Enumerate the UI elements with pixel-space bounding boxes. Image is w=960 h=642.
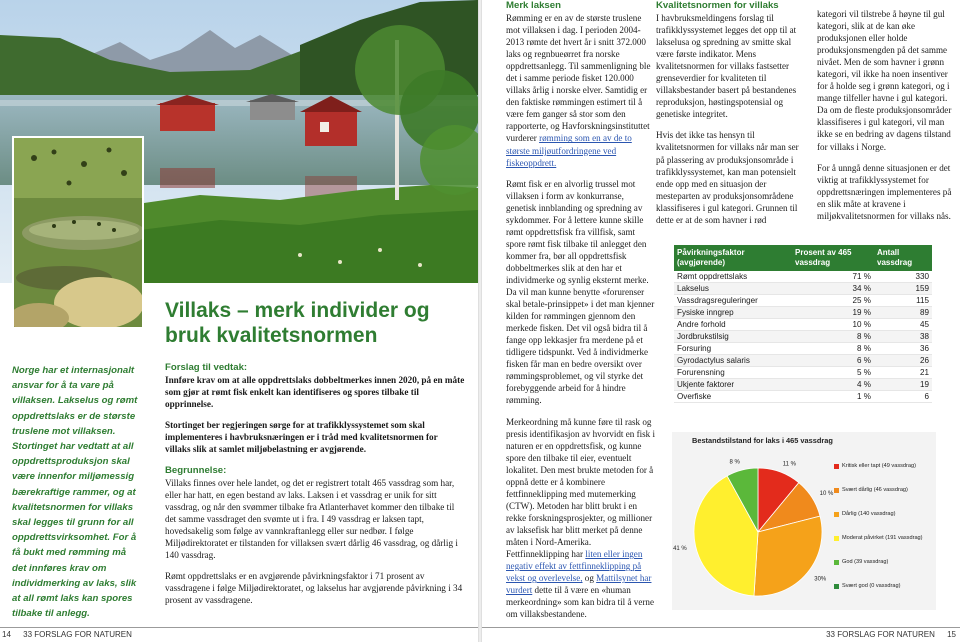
- escape-challenge-link[interactable]: rømming som en av de to største miljøutfordringene ved fiskeoppdrett.: [506, 133, 632, 168]
- table-cell-factor: Forsuring: [674, 343, 792, 355]
- table-cell-percent: 6 %: [792, 355, 874, 367]
- table-header-factor: Påvirkningsfaktor (avgjørende): [674, 245, 792, 271]
- legend-swatch: [834, 488, 839, 493]
- table-row: [674, 379, 932, 391]
- legend-item: [834, 454, 934, 478]
- table-cell-percent: 25 %: [792, 295, 874, 307]
- legend-label: Svært dårlig (46 vassdrag): [842, 487, 908, 493]
- proposal-paragraph-1: Innføre krav om at alle oppdrettslaks dobbeltmerkes innen 2020, på en måte som gjør at rømt fisk enkelt kan identifiseres og spores tilbake til opprinnelse.: [165, 375, 465, 410]
- table-cell-percent: 10 %: [792, 319, 874, 331]
- table-cell-count: 45: [874, 319, 932, 331]
- reason-title: Begrunnelse:: [165, 464, 227, 476]
- table-cell-factor: Andre forhold: [674, 319, 792, 331]
- chart-title: Bestandstilstand for laks i 465 vassdrag: [692, 436, 833, 445]
- paragraph-text: dette til å være en «human merkeordning» som kan bidra til å verne om villaksbestandene.: [506, 585, 654, 620]
- paragraph-text: og: [582, 573, 597, 584]
- slice-label: 41 %: [673, 545, 687, 552]
- right-page: [482, 0, 960, 642]
- table-cell-percent: 4 %: [792, 379, 874, 391]
- right-column-2: [656, 0, 804, 235]
- legend-item: [834, 526, 934, 550]
- table-cell-factor: Lakselus: [674, 283, 792, 295]
- paragraph-text: Merkeordning må kunne føre til rask og presis identifikasjon av hvorvidt en fisk i naturen er en oppdrettsfisk, og kunne spore den tilbake til eier, eventuelt lokalitet. Den mest brukte metoden for å oppnå dette er å kombinere fettfinneklipping med mutemerking (CTW). Metoden har blitt brukt i en rekke forskningsprosjekter, og millioner av laksefisk har blitt merket på denne måten i Nord-Amerika. Fettfinneklipping har: [506, 416, 656, 560]
- proposal-paragraph-2: Stortinget ber regjeringen sørge for at trafikklyssystemet som skal implementeres i havbruksnæringen er i tråd med kvalitetsnormen for villaks slik at samlet miljøbelastning er avgjørende.: [165, 420, 438, 455]
- table-row: [674, 295, 932, 307]
- table-cell-count: 159: [874, 283, 932, 295]
- slice-label: 8 %: [729, 459, 740, 466]
- table-row: [674, 355, 932, 367]
- legend-label: Dårlig (140 vassdrag): [842, 511, 896, 517]
- quality-norm-paragraph-4: For å unngå denne situasjonen er det viktig at trafikklyssystemet for oppdrettsnæringen implementeres på en slik måte at kravene i miljøkvalitetsnormen for villaks nås.: [817, 162, 952, 221]
- quality-norm-paragraph-3: kategori vil tilstrebe å høyne til gul kategori, slik at de kan øke produksjonen eller holde produksjonsmengden på det samme nivået. Men de som havner i grønn kategori, vil ikke ha noen insentiver for å holde seg i grønn kategori, og i mange tilfeller havne i gul kategori. Da om de fleste produksjonsområder klassifiseres i gul kategori, vil man ikke se en bedring av dagens tilstand for villaks i Norge.: [817, 9, 952, 152]
- legend-item: [834, 502, 934, 526]
- footer-left: [2, 630, 132, 639]
- legend-item: [834, 478, 934, 502]
- legend-item: [834, 550, 934, 574]
- table-cell-count: 115: [874, 295, 932, 307]
- chart-legend: [834, 454, 934, 598]
- table-row: [674, 283, 932, 295]
- mattilsynet-link[interactable]: Mattilsynet har vurdert: [506, 573, 652, 596]
- table-row: [674, 319, 932, 331]
- mark-salmon-paragraph-3: [506, 416, 656, 621]
- proposal-title: Forslag til vedtak:: [165, 362, 248, 373]
- table-cell-percent: 5 %: [792, 367, 874, 379]
- table-cell-count: 89: [874, 307, 932, 319]
- table-cell-percent: 8 %: [792, 343, 874, 355]
- table-row: [674, 271, 932, 283]
- table-cell-count: 26: [874, 355, 932, 367]
- lede-text: Norge har et internasjonalt ansvar for å ta vare på villaksen. Lakselus og rømt oppdrettslaks er de største truslene mot villaksen. Stortinget har vedtatt at all oppdrettsproduksjon skal være innenfor miljømessig bærekraftige rammer, og at kvalitetsnormen for villaks skal legges til grunn for all oppdrettsvirksomhet. For å få bukt med rømming må det innføres krav om individmerking av laks, slik at all rømt laks kan spores tilbake til anlegg.: [12, 365, 138, 620]
- table-cell-count: 38: [874, 331, 932, 343]
- table-row: [674, 367, 932, 379]
- slice-label: 30%: [814, 576, 827, 583]
- population-status-chart: [672, 432, 936, 610]
- table-cell-factor: Ukjente faktorer: [674, 379, 792, 391]
- legend-swatch: [834, 536, 839, 541]
- legend-label: Svært god (0 vassdrag): [842, 583, 901, 589]
- right-column-3: [817, 8, 953, 231]
- table-cell-percent: 34 %: [792, 283, 874, 295]
- legend-swatch: [834, 512, 839, 517]
- right-column-1: [506, 0, 656, 629]
- table-cell-count: 330: [874, 271, 932, 283]
- footer-right: [826, 630, 956, 639]
- mark-salmon-paragraph-1: [506, 12, 656, 169]
- legend-label: God (39 vassdrag): [842, 559, 889, 565]
- table-cell-percent: 71 %: [792, 271, 874, 283]
- page-number: 15: [947, 630, 956, 639]
- left-page: [0, 0, 478, 642]
- table-cell-count: 19: [874, 379, 932, 391]
- table-cell-factor: Vassdragsreguleringer: [674, 295, 792, 307]
- footer-rule: [0, 627, 478, 628]
- table-cell-percent: 8 %: [792, 331, 874, 343]
- page-number: 14: [2, 630, 11, 639]
- footer-text: 33 FORSLAG FOR NATUREN: [826, 630, 935, 639]
- table-cell-count: 36: [874, 343, 932, 355]
- table-header-percent: Prosent av 465 vassdrag: [792, 245, 874, 271]
- table-row: [674, 391, 932, 403]
- table-cell-percent: 19 %: [792, 307, 874, 319]
- quality-norm-title: Kvalitetsnormen for villaks: [656, 0, 779, 11]
- legend-swatch: [834, 560, 839, 565]
- slice-label: 10 %: [819, 490, 834, 497]
- reason-paragraph-2: Rømt oppdrettslaks er en avgjørende påvirkningsfaktor i 71 prosent av vassdragene i følge Miljødirektoratet, og lakselus har avgjørende påvirkning i 34 prosent av vassdragene.: [165, 571, 463, 606]
- table-row: [674, 331, 932, 343]
- table-header-row: [674, 245, 932, 271]
- legend-item: [834, 574, 934, 598]
- quality-norm-paragraph-1: I havbruksmeldingens forslag til trafikklyssystemet legges det opp til at lakselusa og spredning av smitte skal være første indikator. Mens kvalitetsnormen for villaks fastsetter grenseverdier for kvaliteten til villaksbestander basert på bestandenes reproduksjon, høstingspotensial og genetiske integritet.: [656, 13, 797, 120]
- footer-rule: [482, 627, 960, 628]
- main-column: [165, 362, 465, 616]
- table-row: [674, 343, 932, 355]
- fin-clipping-link[interactable]: liten eller ingen negativ effekt av fettfinneklipping på vekst og overlevelse,: [506, 549, 643, 584]
- table-cell-count: 6: [874, 391, 932, 403]
- table-cell-factor: Overfiske: [674, 391, 792, 403]
- table-cell-factor: Gyrodactylus salaris: [674, 355, 792, 367]
- quality-norm-paragraph-2: Hvis det ikke tas hensyn til kvalitetsnormen for villaks når man ser på plassering av produksjonsområde i trafikklyssystemet, kan man potensielt ende opp med en situasjon der mesteparten av produksjonsområdene klassifiseres i gul kategori. Grunnen til dette er at de som havner i rød: [656, 130, 799, 225]
- slice-label: 11 %: [782, 461, 796, 468]
- paragraph-text: Rømming er en av de største truslene mot villaksen i dag. I perioden 2004-2013 rømte det hvert år i snitt 372.000 laks og regnbueørret fra norske oppdrettsanlegg. Til sammenligning ble det i samme periode fisket 120.000 villaks årlig i norske elver. Samtidig er den faktiske rømmingen estimert til å være fem ganger så stor som den rapporterte, og Havforskningsinstituttet vurderer: [506, 13, 651, 144]
- reason-paragraph-1: Villaks finnes over hele landet, og det er registrert totalt 465 vassdrag som har, eller har hatt, en egen bestand av laks. Laksen i et vassdrag er unik for sitt vassdrag, og når den svømmer tilbake fra Atlanterhavet kommer den tilbake til det samme vassdraget den svømte ut i fra. I 49 vassdrag er laksen tapt, hovedsakelig som følge av vannkraftanlegg eller sur nedbør. I følge Miljødirektoratet er tilstanden for villaksen svært dårlig 46 vassdrag, og dårlig i 140 vassdrag.: [165, 477, 458, 561]
- table-cell-factor: Jordbrukstilsig: [674, 331, 792, 343]
- legend-swatch: [834, 464, 839, 469]
- mark-salmon-title: Merk laksen: [506, 0, 561, 11]
- table-cell-factor: Fysiske inngrep: [674, 307, 792, 319]
- table-row: [674, 307, 932, 319]
- table-cell-percent: 1 %: [792, 391, 874, 403]
- salmon-underwater-photo: [12, 136, 144, 329]
- table-cell-factor: Forurensning: [674, 367, 792, 379]
- footer-text: 33 FORSLAG FOR NATUREN: [23, 630, 132, 639]
- page-title: Villaks – merk individer og bruk kvalitetsnormen: [165, 299, 430, 347]
- legend-label: Kritisk eller tapt (49 vassdrag): [842, 463, 916, 469]
- table-header-count: Antall vassdrag: [874, 245, 932, 271]
- legend-swatch: [834, 584, 839, 589]
- table-cell-factor: Rømt oppdrettslaks: [674, 271, 792, 283]
- mark-salmon-paragraph-2: Rømt fisk er en alvorlig trussel mot villaksen i form av konkurranse, genetisk innblanding og spredning av sykdommer. For å lettere kunne skille rømt oppdrettsfisk fra villfisk, samt spore rømt fisk tilbake til anlegget den kommer fra, bør all oppdrettsfisk dobbeltmerkes slik at den har et individmerke og synlig eksternt merke. Da vil man kunne benytte «forurenser skal betale-prinsippet» i det man kjenner kilden for rømmingen gjennom den merkede fisken. Det vil også bidra til å fange opp lekkasjer fra merdene på et tidligere tidspunkt. Ved å individmerke fisken får man en bedre oversikt over rømmingsproblemet, og vil styrke det forebyggende arbeid for å hindre rømming.: [506, 178, 655, 406]
- impact-factor-table: [674, 245, 932, 403]
- legend-label: Moderat påvirket (191 vassdrag): [842, 535, 923, 541]
- table-cell-count: 21: [874, 367, 932, 379]
